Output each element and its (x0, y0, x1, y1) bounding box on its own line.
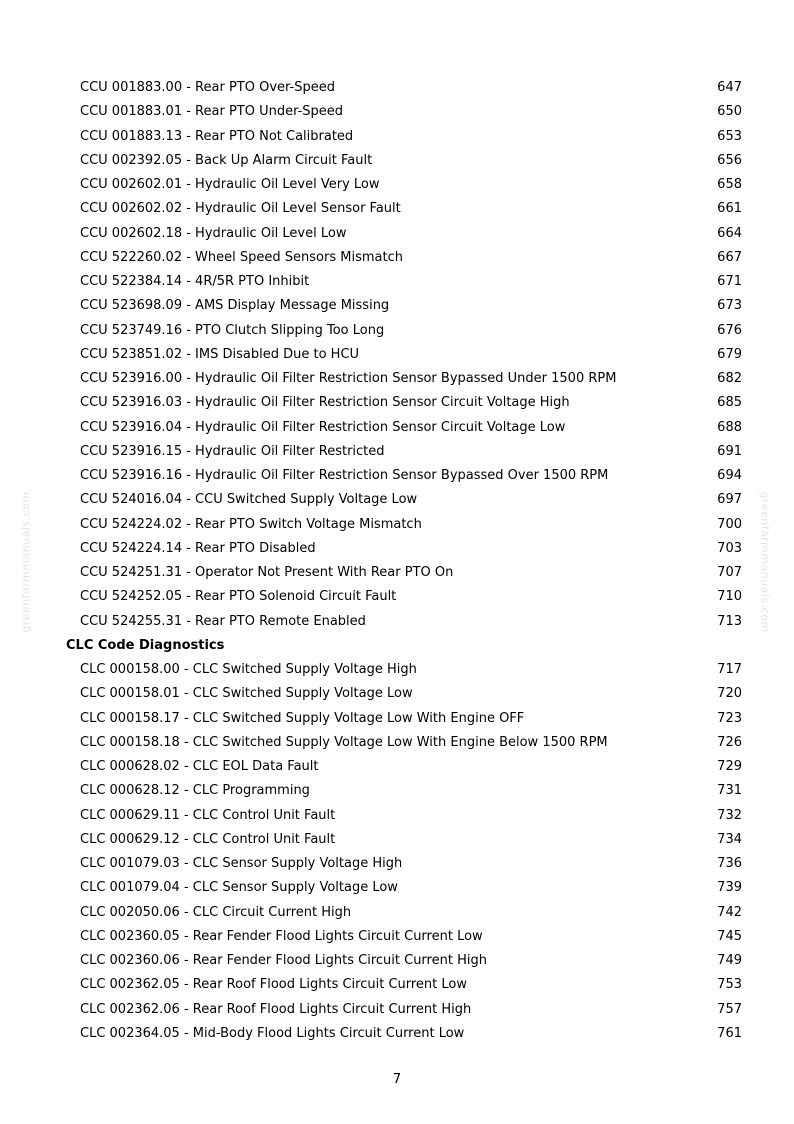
toc-entry[interactable] (0, 901, 794, 925)
toc-entry[interactable] (0, 610, 794, 634)
toc-entry[interactable] (0, 76, 794, 100)
toc-entry-page-number: 685 (717, 395, 742, 411)
toc-entry-title: CLC 000628.02 - CLC EOL Data Fault (80, 759, 319, 774)
toc-entry[interactable] (0, 682, 794, 706)
toc-entry-title: CCU 001883.13 - Rear PTO Not Calibrated (80, 128, 354, 144)
toc-entry-page-number: 682 (717, 371, 742, 386)
toc-entry-title: CLC 000158.17 - CLC Switched Supply Voltage Low With Engine OFF (80, 710, 525, 726)
toc-entry-page-number: 745 (717, 928, 742, 944)
toc-entry[interactable] (0, 391, 794, 415)
toc-entry[interactable] (0, 100, 794, 124)
toc-entry[interactable] (0, 876, 794, 900)
toc-entry[interactable] (0, 416, 794, 440)
toc-entry[interactable] (0, 440, 794, 464)
toc-entry-page-number: 710 (717, 589, 742, 605)
toc-entry[interactable] (0, 852, 794, 876)
toc-entry-title: CLC 000628.12 - CLC Programming (80, 783, 310, 799)
toc-entry-title: CCU 524224.14 - Rear PTO Disabled (80, 540, 316, 556)
toc-entry[interactable] (0, 804, 794, 828)
page-number: 7 (392, 1072, 402, 1087)
toc-entry[interactable] (0, 125, 794, 149)
toc-entry-title: CCU 523916.15 - Hydraulic Oil Filter Restricted (80, 443, 385, 459)
toc-entry-title: CLC 000629.12 - CLC Control Unit Fault (80, 831, 336, 847)
toc-entry-page-number: 667 (717, 249, 742, 265)
toc-entry-title: CLC 000158.00 - CLC Switched Supply Voltage High (80, 662, 417, 677)
toc-entry-title: CLC 001079.03 - CLC Sensor Supply Voltage High (80, 856, 403, 871)
clc-section-heading (0, 634, 794, 658)
toc-entry[interactable] (0, 488, 794, 512)
toc-entry-page-number: 653 (717, 128, 742, 144)
toc-entry-page-number: 703 (717, 540, 742, 556)
clc-entry-list (0, 658, 794, 1046)
toc-entry-title: CLC 001079.04 - CLC Sensor Supply Voltage Low (80, 880, 398, 896)
toc-entry-page-number: 717 (717, 662, 742, 677)
toc-entry-page-number: 723 (717, 710, 742, 726)
toc-entry-title: CLC 002050.06 - CLC Circuit Current High (80, 904, 352, 920)
toc-entry-page-number: 761 (717, 1025, 742, 1041)
toc-entry-title: CCU 523851.02 - IMS Disabled Due to HCU (80, 346, 360, 362)
toc-entry-title: CCU 001883.01 - Rear PTO Under-Speed (80, 104, 344, 120)
toc-entry[interactable] (0, 270, 794, 294)
toc-entry-page-number: 656 (717, 152, 742, 168)
toc-entry-title: CLC 002364.05 - Mid-Body Flood Lights Circuit Current Low (80, 1025, 465, 1041)
toc-entry-page-number: 661 (717, 201, 742, 217)
toc-entry-title: CLC 002362.05 - Rear Roof Flood Lights Circuit Current Low (80, 977, 468, 993)
toc-entry-title: CCU 523916.16 - Hydraulic Oil Filter Restriction Sensor Bypassed Over 1500 RPM (80, 468, 609, 483)
toc-entry-title: CCU 523698.09 - AMS Display Message Missing (80, 298, 390, 314)
toc-entry-title: CCU 523916.04 - Hydraulic Oil Filter Restriction Sensor Circuit Voltage Low (80, 419, 566, 435)
table-of-contents (0, 76, 794, 1046)
toc-entry[interactable] (0, 197, 794, 221)
toc-entry-title: CCU 524252.05 - Rear PTO Solenoid Circuit Fault (80, 589, 397, 605)
toc-entry-page-number: 673 (717, 298, 742, 314)
toc-entry[interactable] (0, 949, 794, 973)
toc-entry-page-number: 713 (717, 613, 742, 629)
ccu-entry-list (0, 76, 794, 634)
toc-entry[interactable] (0, 246, 794, 270)
toc-entry-page-number: 739 (717, 880, 742, 896)
toc-entry-title: CLC 000158.18 - CLC Switched Supply Voltage Low With Engine Below 1500 RPM (80, 734, 608, 750)
toc-entry-title: CCU 002602.18 - Hydraulic Oil Level Low (80, 225, 347, 241)
toc-entry[interactable] (0, 222, 794, 246)
toc-entry-page-number: 732 (717, 807, 742, 823)
toc-entry[interactable] (0, 513, 794, 537)
toc-entry-page-number: 749 (717, 953, 742, 968)
toc-entry[interactable] (0, 464, 794, 488)
toc-entry-page-number: 671 (717, 274, 742, 289)
toc-entry[interactable] (0, 537, 794, 561)
toc-entry-page-number: 647 (717, 80, 742, 95)
clc-section-heading-label: CLC Code Diagnostics (66, 637, 225, 653)
toc-entry[interactable] (0, 998, 794, 1022)
toc-entry-page-number: 700 (717, 516, 742, 532)
toc-entry[interactable] (0, 973, 794, 997)
toc-entry[interactable] (0, 658, 794, 682)
toc-entry-page-number: 664 (717, 225, 742, 241)
toc-entry-title: CLC 000158.01 - CLC Switched Supply Voltage Low (80, 686, 413, 702)
toc-entry-title: CLC 002362.06 - Rear Roof Flood Lights Circuit Current High (80, 1001, 472, 1017)
toc-entry-page-number: 694 (717, 468, 742, 483)
toc-entry-title: CCU 002602.01 - Hydraulic Oil Level Very Low (80, 177, 380, 192)
watermark-left: greenfarmmanuals.com (19, 491, 33, 633)
toc-entry-page-number: 688 (717, 419, 742, 435)
toc-entry-title: CCU 523916.00 - Hydraulic Oil Filter Restriction Sensor Bypassed Under 1500 RPM (80, 371, 617, 386)
toc-entry-page-number: 734 (717, 831, 742, 847)
toc-entry-page-number: 726 (717, 734, 742, 750)
toc-entry[interactable] (0, 925, 794, 949)
toc-entry[interactable] (0, 173, 794, 197)
toc-entry[interactable] (0, 731, 794, 755)
toc-entry[interactable] (0, 561, 794, 585)
toc-entry[interactable] (0, 779, 794, 803)
toc-entry-title: CCU 524255.31 - Rear PTO Remote Enabled (80, 613, 366, 629)
toc-entry[interactable] (0, 319, 794, 343)
toc-entry[interactable] (0, 367, 794, 391)
toc-entry[interactable] (0, 343, 794, 367)
toc-entry-title: CCU 524251.31 - Operator Not Present With Rear PTO On (80, 565, 454, 580)
toc-entry[interactable] (0, 707, 794, 731)
toc-entry-title: CCU 524016.04 - CCU Switched Supply Voltage Low (80, 492, 418, 508)
toc-entry[interactable] (0, 1022, 794, 1046)
toc-entry-page-number: 679 (717, 346, 742, 362)
toc-entry-title: CCU 002602.02 - Hydraulic Oil Level Sensor Fault (80, 201, 401, 217)
toc-entry[interactable] (0, 755, 794, 779)
toc-entry-title: CLC 000629.11 - CLC Control Unit Fault (80, 807, 336, 823)
toc-entry-title: CCU 523916.03 - Hydraulic Oil Filter Restriction Sensor Circuit Voltage High (80, 395, 570, 411)
toc-entry[interactable] (0, 828, 794, 852)
toc-entry[interactable] (0, 294, 794, 318)
toc-entry-page-number: 742 (717, 904, 742, 920)
toc-entry-page-number: 757 (717, 1001, 742, 1017)
toc-entry[interactable] (0, 149, 794, 173)
toc-entry-page-number: 707 (717, 565, 742, 580)
toc-entry-page-number: 729 (717, 759, 742, 774)
toc-entry-page-number: 691 (717, 443, 742, 459)
toc-entry-page-number: 753 (717, 977, 742, 993)
toc-entry-page-number: 658 (717, 177, 742, 192)
toc-entry-title: CCU 522260.02 - Wheel Speed Sensors Mismatch (80, 249, 403, 265)
toc-entry-page-number: 731 (717, 783, 742, 799)
toc-entry-page-number: 650 (717, 104, 742, 120)
toc-entry-page-number: 736 (717, 856, 742, 871)
toc-entry-title: CLC 002360.05 - Rear Fender Flood Lights Circuit Current Low (80, 928, 483, 944)
toc-entry-title: CLC 002360.06 - Rear Fender Flood Lights Circuit Current High (80, 953, 487, 968)
toc-entry-title: CCU 522384.14 - 4R/5R PTO Inhibit (80, 274, 310, 289)
toc-entry-page-number: 676 (717, 322, 742, 338)
toc-entry-title: CCU 001883.00 - Rear PTO Over-Speed (80, 80, 335, 95)
toc-entry-page-number: 697 (717, 492, 742, 508)
toc-entry[interactable] (0, 585, 794, 609)
toc-entry-page-number: 720 (717, 686, 742, 702)
toc-entry-title: CCU 002392.05 - Back Up Alarm Circuit Fault (80, 152, 373, 168)
toc-entry-title: CCU 523749.16 - PTO Clutch Slipping Too Long (80, 322, 385, 338)
watermark-right: greenfarmmanuals.com (758, 491, 772, 633)
toc-entry-title: CCU 524224.02 - Rear PTO Switch Voltage Mismatch (80, 516, 422, 532)
